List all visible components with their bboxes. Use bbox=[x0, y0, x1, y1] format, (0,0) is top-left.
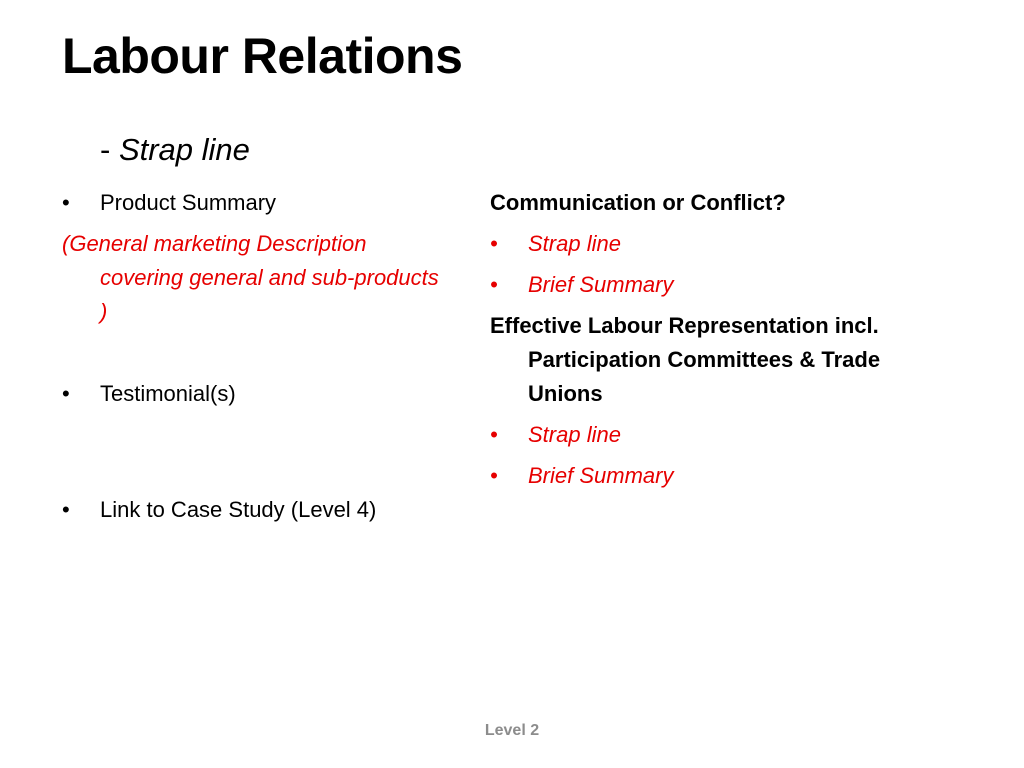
left-column bbox=[62, 186, 452, 527]
section1-brief-summary: • Brief Summary bbox=[490, 268, 960, 302]
section1-strap-line: • Strap line bbox=[490, 227, 960, 261]
right-column bbox=[490, 186, 960, 493]
testimonials-item: • Testimonial(s) bbox=[62, 377, 452, 411]
slide-title: Labour Relations bbox=[62, 28, 463, 84]
general-description: (General marketing Description covering general and sub-products ) bbox=[62, 231, 439, 324]
slide-subtitle bbox=[100, 130, 250, 170]
subtitle-text: Strap line bbox=[118, 132, 250, 167]
section2-strap-line: • Strap line bbox=[490, 418, 960, 452]
section-heading-communication: Communication or Conflict? bbox=[490, 190, 786, 215]
product-summary-item: • Product Summary bbox=[62, 186, 452, 220]
section2-brief-summary: • Brief Summary bbox=[490, 459, 960, 493]
section-heading-labour-representation: Effective Labour Representation incl. Participation Committees & Trade Unions bbox=[490, 313, 881, 406]
subtitle-dash: - bbox=[100, 132, 119, 167]
case-study-link[interactable]: • Link to Case Study (Level 4) bbox=[62, 493, 452, 527]
footer-level-label: Level 2 bbox=[484, 722, 540, 739]
